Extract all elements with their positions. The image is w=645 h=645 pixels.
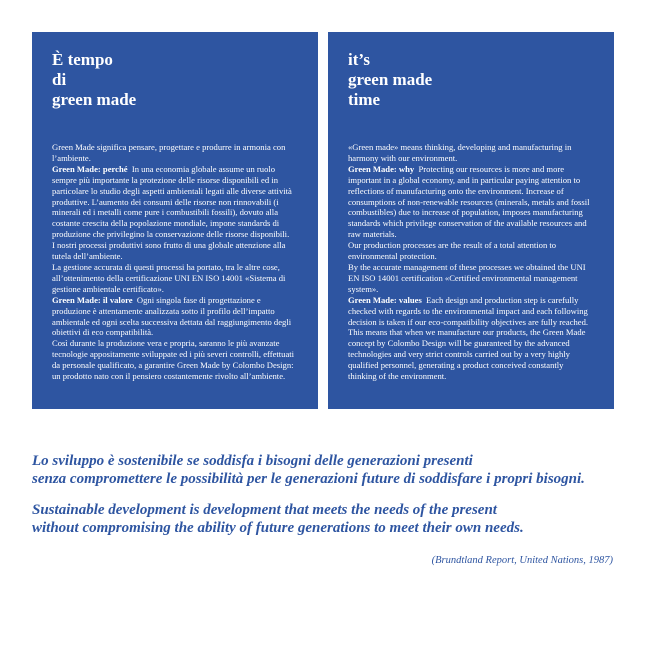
english-text-panel xyxy=(328,32,614,409)
title-line: green made xyxy=(348,70,433,89)
paragraph xyxy=(348,164,594,240)
paragraph xyxy=(348,295,594,382)
paragraph-text: In una economia globale assume un ruolo sempre più importante la protezione delle risorse disponibili ed in particolare lo studio degli aspetti ambientali legati alle diverse attività produttive. L’aumento dei consumi delle risorse non rinnovabili (i minerali ed i metalli come pure i combustibili fossili), dovuto alla costante crescita della popolazione mondiale, impone standards di produzione che privilegino la conservazione delle risorse disponibili. xyxy=(52,163,292,240)
paragraph xyxy=(52,164,298,240)
paragraph-text: Our production processes are the result of a total attention to environmental protection. xyxy=(348,240,557,262)
paragraph-text: Each design and production step is carefully checked with regards to the environmental impact and each following decision is taken if our eco-compatibility objectives are fully reached. This means that when we manufacture our products, the Green Made concept by Colombo Design will be guaranteed by the advanced technologies and very strict controls carried out by a very highly qualified personnel, generating a product conceived constantly thinking of the environment. xyxy=(348,294,589,382)
title-line: green made xyxy=(52,90,137,109)
english-panel-body xyxy=(348,142,594,382)
paragraph xyxy=(348,142,594,164)
quote-source: (Brundtland Report, United Nations, 1987) xyxy=(431,555,613,566)
paragraph xyxy=(348,262,594,295)
paragraph xyxy=(52,295,298,339)
paragraph-text: Green Made significa pensare, progettare e produrre in armonia con l’ambiente. xyxy=(52,142,286,163)
paragraph-text: I nostri processi produttivi sono frutto di una globale attenzione alla tutela dell’ambiente. xyxy=(52,240,286,262)
italian-panel-body xyxy=(52,142,298,382)
paragraph xyxy=(52,240,298,262)
paragraph-lead: Green Made: perché xyxy=(52,163,128,174)
english-panel-title xyxy=(348,50,594,110)
english-quote xyxy=(32,501,524,537)
paragraph-lead: Green Made: why xyxy=(348,163,415,174)
paragraph-lead: Green Made: values xyxy=(348,294,422,305)
paragraph-lead: Green Made: il valore xyxy=(52,294,133,305)
italian-quote xyxy=(32,452,585,488)
title-line: di xyxy=(52,70,67,89)
paragraph-text: By the accurate management of these processes we obtained the UNI EN ISO 14001 certification «Certified environmental management system». xyxy=(348,261,586,294)
paragraph-text: Ogni singola fase di progettazione e produzione è attentamente analizzata sotto il profilo dell’impatto ambientale ed ogni scelta successiva dettata dal raggiungimento degli obiettivi di eco compatibilità. xyxy=(52,294,292,338)
italian-text-panel xyxy=(32,32,318,409)
paragraph xyxy=(52,142,298,164)
quote-line: senza compromettere le possibilità per le generazioni future di soddisfare i propri bisogni. xyxy=(32,471,585,487)
quote-line: without compromising the ability of future generations to meet their own needs. xyxy=(32,520,524,536)
paragraph xyxy=(52,338,298,382)
quote-line: Lo sviluppo è sostenibile se soddisfa i bisogni delle generazioni presenti xyxy=(32,453,473,469)
title-line: time xyxy=(348,90,381,109)
paragraph xyxy=(52,262,298,295)
title-line: it’s xyxy=(348,50,371,69)
paragraph xyxy=(348,240,594,262)
quote-line: Sustainable development is development that meets the needs of the present xyxy=(32,502,497,518)
paragraph-text: Così durante la produzione vera e propria, saranno le più avanzate tecnologie appositamente sviluppate ed i più severi controlli, effettuati da personale qualificato, a garantire Green Made by Colombo Design: un prodotto nato con il pensiero costantemente rivolto all’ambiente. xyxy=(52,338,295,382)
paragraph-text: Protecting our resources is more and more important in a global economy, and in particular paying attention to reflections of manufacturing onto the environment. Increase of consumptions of non-renewable resources (minerals, metals and fossil combustibles) due to increase of population, imposes manufacturing standards which privilege conservation of the available resources and raw materials. xyxy=(348,163,590,240)
paragraph-text: «Green made» means thinking, developing and manufacturing in harmony with our environment. xyxy=(348,142,572,163)
title-line: È tempo xyxy=(52,50,113,69)
italian-panel-title xyxy=(52,50,298,110)
paragraph-text: La gestione accurata di questi processi ha portato, tra le altre cose, all’ottenimento della certificazione UNI EN ISO 14001 «Sistema di gestione ambientale certificato». xyxy=(52,261,286,294)
